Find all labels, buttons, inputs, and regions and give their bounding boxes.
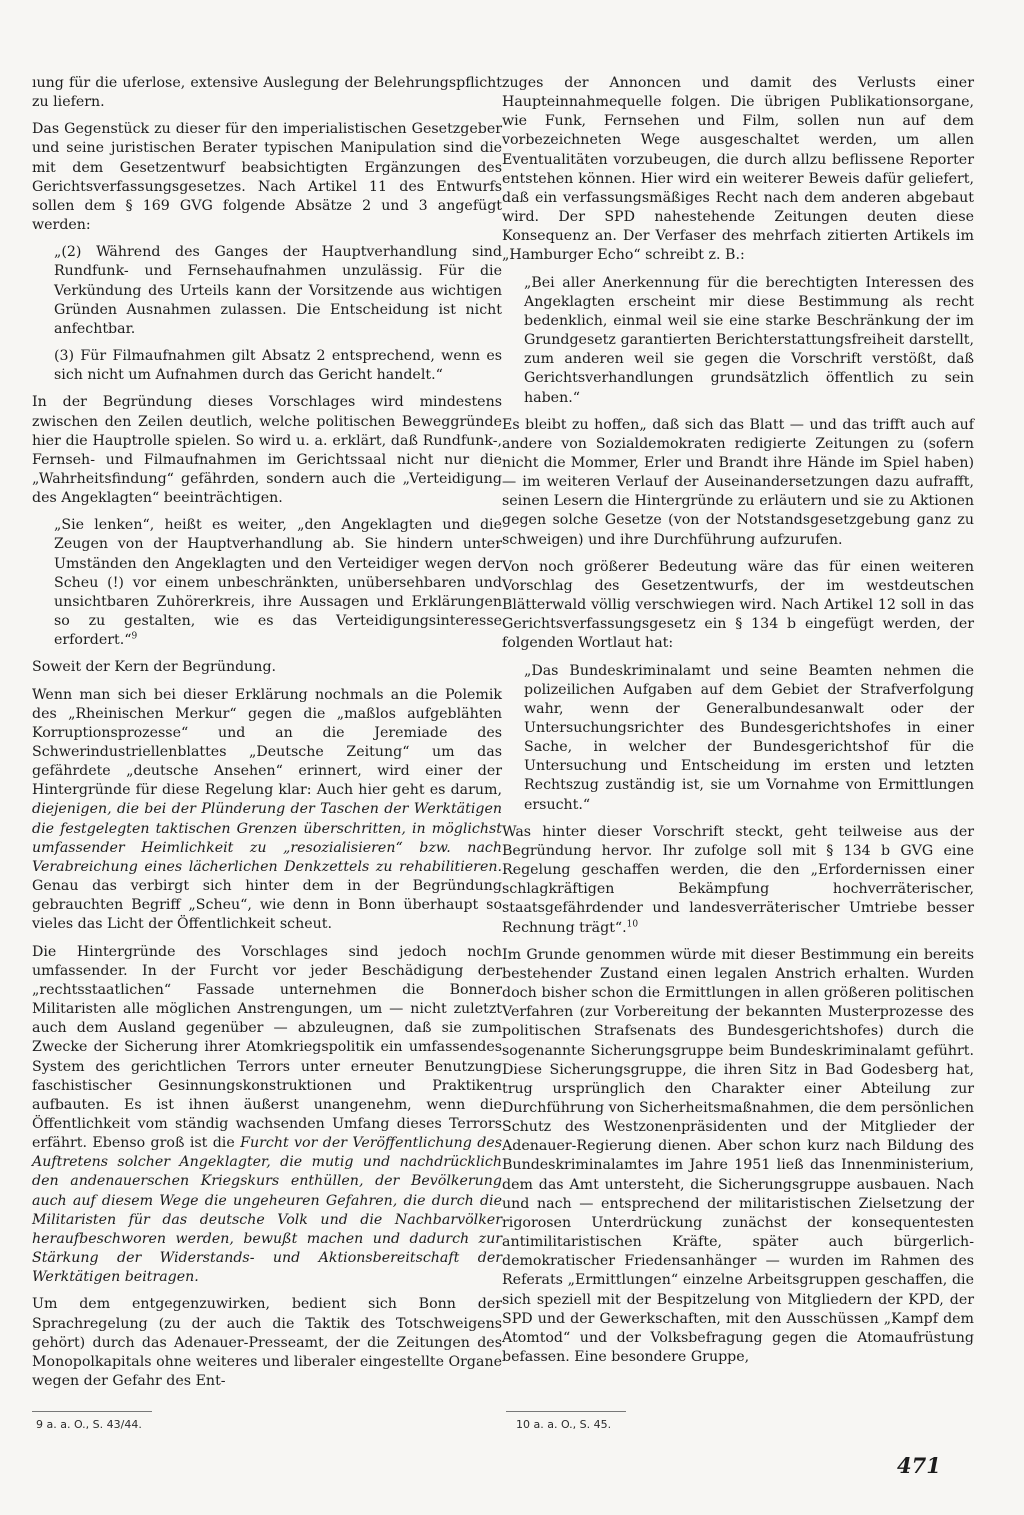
paragraph: Das Gegenstück zu dieser für den imperialistischen Gesetzgeber und seine juristischen Berater typischen Manipulation sind die mit dem Gesetzentwurf beabsichtigten Ergänzungen des Gerichtsverfassungsgesetzes. Nach Artikel 11 des Entwurfs sollen dem § 169 GVG folgende Absätze 2 und 3 angefügt werden:: [32, 121, 502, 234]
italic-emphasis: diejenigen, die bei der Plünderung der Taschen der Werktätigen die festgelegten taktischen Grenzen überschritten, in möglichst umfassender Heimlichkeit zu „resozialisieren“ bzw. nach Verabreichung eines lächerlichen Denkzettels zu rehabilitieren.: [32, 801, 502, 875]
text-run: Was hinter dieser Vorschrift steckt, geht teilweise aus der Begründung hervor. Ihr zufolge soll mit § 134 b GVG eine Regelung geschaffen werden, die den „Erfordernissen einer schlagkräftigen Bekämpfung hochverräterischer, staatsgefährdender und landesverräterischer Umtriebe besser Rechnung trägt“.: [502, 823, 974, 936]
quote-paragraph: [54, 516, 502, 650]
right-column: [502, 74, 974, 1375]
left-column: [32, 74, 502, 1399]
paragraph: ıung für die uferlose, extensive Auslegung der Belehrungspflicht zu liefern.: [32, 75, 502, 111]
paragraph: In der Begründung dieses Vorschlages wird mindestens zwischen den Zeilen deutlich, welche politischen Beweggründe hier die Hauptrolle spielen. So wird u. a. erklärt, daß Rundfunk-, Fernseh- und Filmaufnahmen im Gerichtssaal nicht nur die „Wahrheitsfindung“ gefährden, sondern auch die „Verteidigung des Angeklagten“ beeinträchtigen.: [32, 394, 502, 507]
footnote-divider: [32, 1411, 152, 1412]
footnote-divider: [506, 1411, 626, 1412]
footnote-marker: 10: [626, 918, 639, 929]
italic-emphasis: Furcht vor der Veröffentlichung des Auftretens solcher Angeklagter, die mutig und nachdrücklich den andenauerschen Kriegskurs enthüllen, der Bevölkerung auch auf diesem Wege die ungeheuren Gefahren, die durch die Militaristen für das deutsche Volk und die Nachbarvölker heraufbeschworen werden, bewußt machen und dadurch zur Stärkung der Widerstands- und Aktionsbereitschaft der Werktätigen beitragen.: [32, 1135, 502, 1286]
quote-text: „Sie lenken“, heißt es weiter, „den Angeklagten und die Zeugen von der Hauptverhandlung ab. Sie hindern unter Umständen den Angeklagten und den Verteidiger wegen der Scheu (!) vor einem unbeschränkten, unübersehbaren und unsichtbaren Zuhörerkreis, ihre Aussagen und Erklärungen so zu gestalten, wie es das Verteidigungsinteresse erfordert.“: [54, 517, 502, 649]
paragraph: [32, 686, 502, 935]
paragraph: zuges der Annoncen und damit des Verlusts einer Haupteinnahmequelle folgen. Die übrigen Publikationsorgane, wie Funk, Fernsehen und Film, sollen nun auf dem vorbezeichneten Wege ausgeschaltet werden, um allen Eventualitäten vorzubeugen, die durch allzu beflissene Reporter entstehen können. Hier wird ein weiterer Beweis dafür geliefert, daß ein verfassungsmäßiges Recht nach dem anderen abgebaut wird. Der SPD nahestehende Zeitungen deuten diese Konsequenz an. Der Verfaser des mehrfach zitierten Artikels im „Hamburger Echo“ schreibt z. B.:: [502, 75, 974, 264]
footnote-marker: 9: [131, 631, 138, 642]
text-run: Wenn man sich bei dieser Erklärung nochmals an die Polemik des „Rheinischen Merkur“ gegen die „maßlos aufgeblähten Korruptionsprozesse“ und an die Jeremiade des Schwerindustriellenblattes „Deutsche Zeitung“ um das gefährdete „deutsche Ansehen“ erinnert, wird einer der Hintergründe für diese Regelung klar: Auch hier geht es darum,: [32, 686, 502, 799]
text-run: Genau das verbirgt sich hinter dem in der Begründung gebrauchten Begriff „Scheu“, wie denn in Bonn überhaupt so vieles das Licht der Öffentlichkeit scheut.: [32, 878, 502, 933]
paragraph: [32, 943, 502, 1288]
paragraph: Um dem entgegenzuwirken, bedient sich Bonn der Sprachregelung (zu der auch die Taktik des Totschweigens gehört) durch das Adenauer-Presseamt, der die Zeitungen des Monopolkapitals ohne weiteres und liberaler eingestellte Organe wegen der Gefahr des Ent-: [32, 1296, 502, 1389]
quote-paragraph: „Bei aller Anerkennung für die berechtigten Interessen des Angeklagten erscheint mir diese Bestimmung als recht bedenklich, einmal weil sie eine starke Beschränkung der im Grundgesetz garantierten Berichterstattungsfreiheit darstellt, zum anderen weil sie gegen die Vorschrift verstößt, daß Gerichtsverhandlungen grundsätzlich öffentlich zu sein haben.“: [524, 274, 974, 406]
text-run: Die Hintergründe des Vorschlages sind jedoch noch umfassender. In der Furcht vor jeder Beschädigung der „rechtsstaatlichen“ Fassade unternehmen die Bonner Militaristen alle möglichen Anstrengungen, um — nicht zuletzt auch dem Ausland gegenüber — abzuleugnen, daß sie zum Zwecke der Sicherung ihrer Atomkriegspolitik ein umfassendes System des gerichtlichen Terrors unter erneuter Benutzung faschistischer Gesinnungskonstruktionen und Praktiken aufbauten. Es ist ihnen äußerst unangenehm, wenn die Öffentlichkeit vom ständig wachsenden Umfang dieses Terrors erfährt. Ebenso groß ist die: [32, 943, 502, 1152]
paragraph: [502, 823, 974, 938]
quote-paragraph: „(2) Während des Ganges der Hauptverhandlung sind Rundfunk- und Fernsehaufnahmen unzulässig. Für die Verkündung des Urteils kann der Vorsitzende aus wichtigen Gründen Ausnahmen zulassen. Die Entscheidung ist nicht anfechtbar.: [54, 244, 502, 337]
footnote-right: 10 a. a. O., S. 45.: [516, 1418, 612, 1431]
paragraph: Von noch größerer Bedeutung wäre das für einen weiteren Vorschlag des Gesetzentwurfs, der im westdeutschen Blätterwald völlig verschwiegen wird. Nach Artikel 12 soll in das Gerichtsverfassungsgesetz ein § 134 b eingefügt werden, der folgenden Wortlaut hat:: [502, 558, 974, 652]
quote-paragraph: „Das Bundeskriminalamt und seine Beamten nehmen die polizeilichen Aufgaben auf dem Gebiet der Strafverfolgung wahr, wenn der Generalbundesanwalt oder der Untersuchungsrichter des Bundesgerichtshofes in einer Sache, in welcher der Bundesgerichtshof für die Untersuchung und Entscheidung im ersten und letzten Rechtszug zuständig ist, sie um Vornahme von Ermittlungen ersucht.“: [524, 662, 974, 813]
paragraph: Soweit der Kern der Begründung.: [32, 659, 277, 676]
quote-paragraph: (3) Für Filmaufnahmen gilt Absatz 2 entsprechend, wenn es sich nicht um Aufnahmen durch das Gericht handelt.“: [54, 348, 502, 384]
paragraph: Im Grunde genommen würde mit dieser Bestimmung ein bereits bestehender Zustand einen legalen Anstrich erhalten. Wurden doch bisher schon die Ermittlungen in allen größeren politischen Verfahren (zur Vorbereitung der bekannten Musterprozesse des politischen Strafsenats des Bundesgerichtshofes) durch die sogenannte Sicherungsgruppe beim Bundeskriminalamt geführt. Diese Sicherungsgruppe, die ihren Sitz in Bad Godesberg hat, trug ursprünglich den Charakter einer Abteilung zur Durchführung von Sicherheitsmaßnahmen, die dem persönlichen Schutz des Westzonenpräsidenten und der Mitglieder der Adenauer-Regierung dienen. Aber schon kurz nach Bildung des Bundeskriminalamtes im Jahre 1951 ließ das Innenministerium, dem das Amt untersteht, die Sicherungsgruppe ausbauen. Nach und nach — entsprechend der militaristischen Zielsetzung der rigorosen Unterdrückung zunächst der konsequentesten antimilitaristischen Kräfte, später auch bürgerlich-demokratischer Friedensanhänger — wurden im Rahmen des Referats „Ermittlungen“ einzelne Arbeitsgruppen geschaffen, die sich speziell mit der Bespitzelung von Mitgliedern der KPD, der SPD und der Gewerkschaften, mit den Ausschüssen „Kampf dem Atomtod“ und der Volksbefragung gegen die Atomaufrüstung befassen. Eine besondere Gruppe,: [502, 946, 974, 1365]
paragraph: Es bleibt zu hoffen„ daß sich das Blatt — und das trifft auch auf andere von Sozialdemokraten redigierte Zeitungen zu (sofern nicht die Mommer, Erler und Brandt ihre Hände im Spiel haben) — im weiteren Verlauf der Auseinandersetzungen dazu aufrafft, seinen Lesern die Hintergründe zu erläutern und sie zu Aktionen gegen solche Gesetze (von der Notstandsgesetzgebung ganz zu schweigen) und ihre Durchführung aufzurufen.: [502, 416, 974, 548]
footnote-left: 9 a. a. O., S. 43/44.: [36, 1418, 142, 1431]
page-number: 471: [897, 1453, 941, 1478]
